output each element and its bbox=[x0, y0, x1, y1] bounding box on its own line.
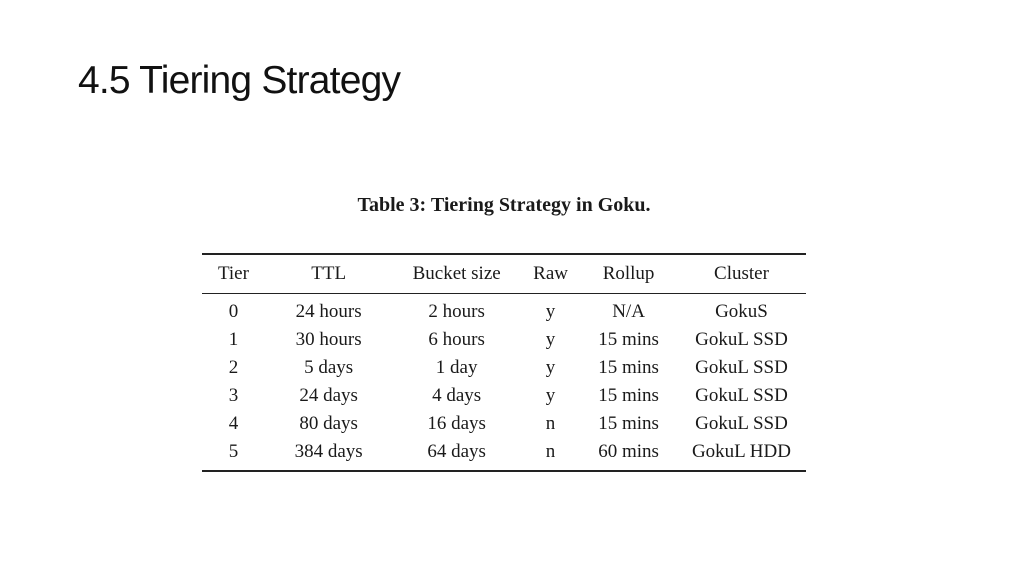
cell-ttl: 24 hours bbox=[295, 301, 362, 322]
cell-bucket-size: 6 hours bbox=[428, 329, 485, 350]
cell-cluster: GokuS bbox=[715, 301, 768, 322]
cell-raw: y bbox=[545, 301, 556, 322]
cell-bucket-size: 64 days bbox=[427, 441, 486, 462]
cell-rollup: N/A bbox=[612, 301, 645, 322]
cell-ttl: 24 days bbox=[299, 385, 358, 406]
cell-cluster: GokuL SSD bbox=[695, 357, 788, 378]
cell-ttl: 30 hours bbox=[295, 329, 362, 350]
cell-bucket-size: 2 hours bbox=[428, 301, 485, 322]
cell-tier: 0 bbox=[228, 301, 239, 322]
cell-bucket-size: 16 days bbox=[427, 413, 486, 434]
cell-raw: y bbox=[545, 357, 556, 378]
cell-cluster: GokuL HDD bbox=[691, 441, 791, 462]
cell-tier: 1 bbox=[228, 329, 239, 350]
cell-tier: 2 bbox=[228, 357, 239, 378]
cell-rollup: 15 mins bbox=[598, 329, 659, 350]
cell-bucket-size: 1 day bbox=[435, 357, 478, 378]
slide-title: 4.5 Tiering Strategy bbox=[78, 59, 401, 102]
header-cluster: Cluster bbox=[677, 254, 806, 294]
cell-bucket-size: 4 days bbox=[432, 385, 482, 406]
table-row bbox=[202, 354, 806, 382]
cell-ttl: 80 days bbox=[299, 413, 358, 434]
cell-ttl: 5 days bbox=[304, 357, 354, 378]
cell-tier: 5 bbox=[228, 441, 239, 462]
cell-raw: y bbox=[545, 329, 556, 350]
table-caption: Table 3: Tiering Strategy in Goku. bbox=[357, 194, 651, 216]
cell-rollup: 15 mins bbox=[598, 413, 659, 434]
table-row bbox=[202, 382, 806, 410]
cell-raw: n bbox=[545, 413, 556, 434]
cell-cluster: GokuL SSD bbox=[695, 413, 788, 434]
cell-ttl: 384 days bbox=[294, 441, 363, 462]
cell-tier: 3 bbox=[228, 385, 239, 406]
header-bucket-size: Bucket size bbox=[392, 254, 520, 294]
tiering-table bbox=[202, 253, 806, 472]
cell-raw: n bbox=[545, 441, 556, 462]
table-row bbox=[202, 294, 806, 327]
cell-cluster: GokuL SSD bbox=[695, 329, 788, 350]
cell-rollup: 15 mins bbox=[598, 357, 659, 378]
table-row bbox=[202, 326, 806, 354]
cell-raw: y bbox=[545, 385, 556, 406]
cell-tier: 4 bbox=[228, 413, 239, 434]
table-row bbox=[202, 438, 806, 471]
table-header-row bbox=[202, 254, 806, 294]
cell-cluster: GokuL SSD bbox=[695, 385, 788, 406]
header-tier: Tier bbox=[202, 254, 265, 294]
header-ttl: TTL bbox=[265, 254, 392, 294]
cell-rollup: 60 mins bbox=[598, 441, 659, 462]
cell-rollup: 15 mins bbox=[598, 385, 659, 406]
header-rollup: Rollup bbox=[580, 254, 677, 294]
header-raw: Raw bbox=[521, 254, 580, 294]
table-row bbox=[202, 410, 806, 438]
